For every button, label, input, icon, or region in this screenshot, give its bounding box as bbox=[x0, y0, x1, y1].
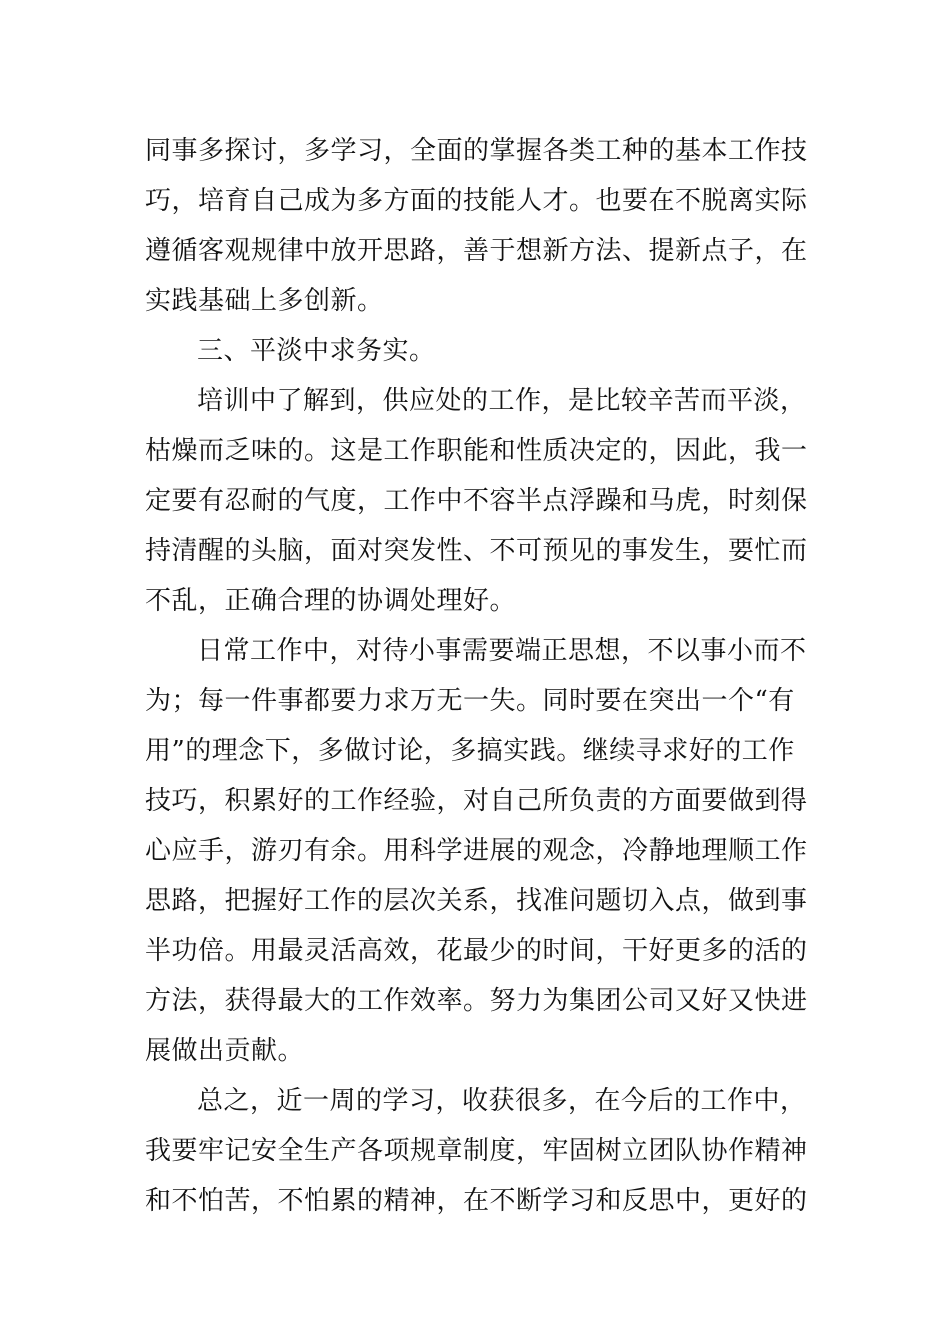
text-line: 实践基础上多创新。 bbox=[145, 286, 384, 316]
text-line: 方法，获得最大的工作效率。努力为集团公司又好又快进 bbox=[145, 986, 808, 1016]
text-line: 枯燥而乏味的。这是工作职能和性质决定的，因此，我一 bbox=[145, 436, 808, 466]
text-line: 定要有忍耐的气度，工作中不容半点浮躁和马虎，时刻保 bbox=[145, 486, 808, 516]
text-line: 心应手，游刃有余。用科学进展的观念，冷静地理顺工作 bbox=[145, 836, 808, 866]
text-line: 技巧，积累好的工作经验，对自己所负责的方面要做到得 bbox=[145, 786, 808, 816]
text-line: 为；每一件事都要力求万无一失。同时要在突出一个“有 bbox=[145, 686, 795, 716]
text-line: 用”的理念下，多做讨论，多搞实践。继续寻求好的工作 bbox=[145, 736, 795, 766]
paragraph-start-line: 培训中了解到，供应处的工作，是比较辛苦而平淡， bbox=[197, 386, 807, 416]
document-body bbox=[145, 126, 810, 1226]
paragraph-start-line: 日常工作中，对待小事需要端正思想，不以事小而不 bbox=[197, 636, 807, 666]
text-line: 不乱，正确合理的协调处理好。 bbox=[145, 586, 517, 616]
text-line: 展做出贡献。 bbox=[145, 1036, 305, 1066]
paragraph-start-line: 总之，近一周的学习，收获很多，在今后的工作中， bbox=[197, 1086, 807, 1116]
text-line: 半功倍。用最灵活高效，花最少的时间，干好更多的活的 bbox=[145, 936, 808, 966]
text-line: 思路，把握好工作的层次关系，找准问题切入点，做到事 bbox=[145, 886, 808, 916]
text-line: 巧，培育自己成为多方面的技能人才。也要在不脱离实际 bbox=[145, 186, 808, 216]
text-line: 遵循客观规律中放开思路，善于想新方法、提新点子，在 bbox=[145, 236, 808, 266]
text-line: 我要牢记安全生产各项规章制度，牢固树立团队协作精神 bbox=[145, 1136, 808, 1166]
text-line: 同事多探讨，多学习，全面的掌握各类工种的基本工作技 bbox=[145, 136, 808, 166]
section-heading: 三、平淡中求务实。 bbox=[197, 336, 436, 366]
text-line: 和不怕苦，不怕累的精神，在不断学习和反思中，更好的 bbox=[145, 1186, 808, 1216]
text-line: 持清醒的头脑，面对突发性、不可预见的事发生，要忙而 bbox=[145, 536, 808, 566]
